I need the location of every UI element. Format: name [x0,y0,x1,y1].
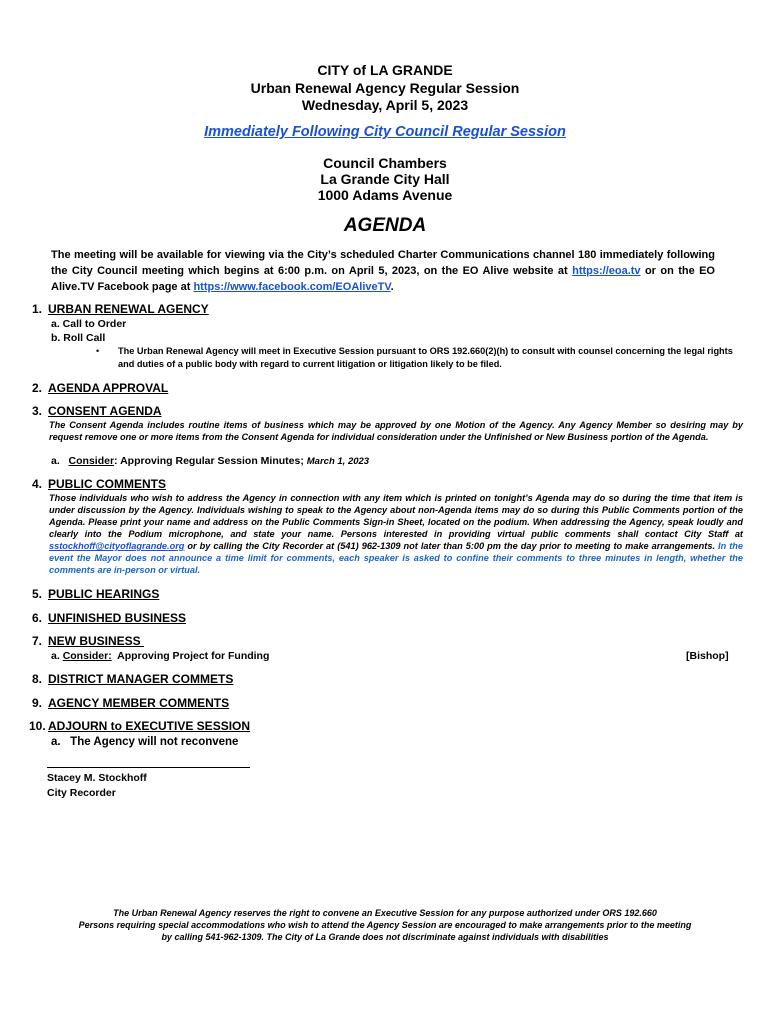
bullet-icon: • [96,346,100,356]
intro-text: The meeting will be available for viewing via the City’s scheduled Charter Communications channel 180 immediately following the City Council meeting which begins at 6:00 p.m. on April 5, 2023, on the EO Alive website at [51,249,715,277]
roll-call: b. Roll Call [51,332,106,344]
intro-text-end: . [390,281,394,293]
section-number: 1. [32,302,43,316]
section-title: DISTRICT MANAGER COMMETS [48,672,234,686]
footer-contact: by calling 541-962-1309. The City of La Grande does not discriminate against individuals with disabilities [161,932,609,942]
location-room: Council Chambers [323,155,447,171]
presenter-name: [Bishop] [686,650,729,662]
section-title: CONSENT AGENDA [48,404,162,418]
section-1 [32,302,209,316]
section-title: NEW BUSINESS [48,634,145,648]
public-comments-text-after: or by calling the City Recorder at (541) 962-1309 not later than 5:00 pm the day prior to meeting to make arrangements. [184,541,719,551]
time-limit-notice: In the event the Mayor does not announce a time limit for comments, each speaker is asked to confine their comments to three minutes in length, whether the comments are in-person or virtual. [49,541,743,575]
section-9 [32,696,229,710]
section-title: PUBLIC COMMENTS [48,477,166,491]
signer-name: Stacey M. Stockhoff [47,772,147,784]
section-7 [32,634,144,648]
consent-agenda-description: The Consent Agenda includes routine items of business which may be approved by one Motion of the Agency. Any Agency Member so desiring may by request remove one or more items from the Consent Agenda for individual consideration under the Unfinished or New Business portion of the Agenda. [49,420,743,442]
location-address: 1000 Adams Avenue [317,187,453,203]
section-title: PUBLIC HEARINGS [48,587,160,601]
adjourn-item-a: a. The Agency will not reconvene [51,736,239,748]
section-title: UNFINISHED BUSINESS [48,611,187,625]
section-number: 7. [32,634,43,648]
executive-session-note: The Urban Renewal Agency will meet in Executive Session pursuant to ORS 192.660(2)(h) to consult with counsel concerning the legal rights and duties of a public body with regard to current litigation or litigation likely to be filed. [118,346,733,369]
section-6 [32,611,186,625]
section-title: AGENDA APPROVAL [48,381,169,395]
section-number: 9. [32,696,43,710]
section-10 [29,719,250,733]
session-title: Urban Renewal Agency Regular Session [250,80,520,96]
intro-paragraph [51,247,715,295]
section-2 [32,381,168,395]
call-to-order: a. Call to Order [51,318,127,330]
public-comments-description [49,492,743,576]
public-comments-text: Those individuals who wish to address the Agency in connection with any item which is printed on tonight’s Agenda may do so during the time that item is under discussion by the Agency. Individuals wishing to speak to the Agency about non-Agenda items may do so during this Public Comments portion of the Agenda. Please print your name and address on the Public Comments Sign-in Sheet, located on the podium. When addressing the Agency, speak loudly and clearly into the Podium microphone, and state your name. Persons interested in providing virtual public comments shall contact City Staff at [49,493,743,539]
signer-role: City Recorder [47,787,116,799]
item-text: Approving Project for Funding [111,650,270,662]
section-title: URBAN RENEWAL AGENCY [48,302,209,316]
email-link[interactable]: sstockhoff@cityoflagrande.org [49,541,185,551]
section-number: 4. [32,477,43,491]
item-date: March 1, 2023 [306,456,370,467]
section-title: AGENCY MEMBER COMMENTS [48,696,230,710]
section-3 [32,404,162,418]
footer-executive-session: The Urban Renewal Agency reserves the right to convene an Executive Session for any purpose authorized under ORS 192.660 [113,908,657,918]
new-business-item-a [51,650,269,662]
footer-accommodations: Persons requiring special accommodations who wish to attend the Agency Session are encouraged to make arrangements prior to the meeting [78,920,692,930]
facebook-link[interactable]: https://www.facebook.com/EOAliveTV [193,281,391,293]
agenda-heading: AGENDA [343,215,427,236]
consent-item-a [51,455,369,467]
session-subtitle: Immediately Following City Council Regular Session [204,124,566,140]
item-letter: a. [51,650,60,662]
section-8 [32,672,233,686]
consider-label: Consider [68,455,115,467]
item-text: : Approving Regular Session Minutes; [114,455,307,467]
section-number: 10. [29,719,46,733]
section-4 [32,477,166,491]
location-building: La Grande City Hall [320,171,450,187]
section-number: 2. [32,381,43,395]
section-5 [32,587,159,601]
section-number: 3. [32,404,43,418]
eoa-link[interactable]: https://eoa.tv [572,265,641,277]
consider-label: Consider: [62,650,112,662]
item-letter: a. [51,455,60,467]
session-date: Wednesday, April 5, 2023 [301,97,469,113]
section-number: 6. [32,611,43,625]
section-number: 8. [32,672,43,686]
section-number: 5. [32,587,43,601]
intro-text-middle: or on the EO Alive.TV Facebook page at [51,265,715,293]
signature-line [47,766,250,768]
section-title: ADJOURN to EXECUTIVE SESSION [48,719,251,733]
city-title: CITY of LA GRANDE [317,62,453,78]
